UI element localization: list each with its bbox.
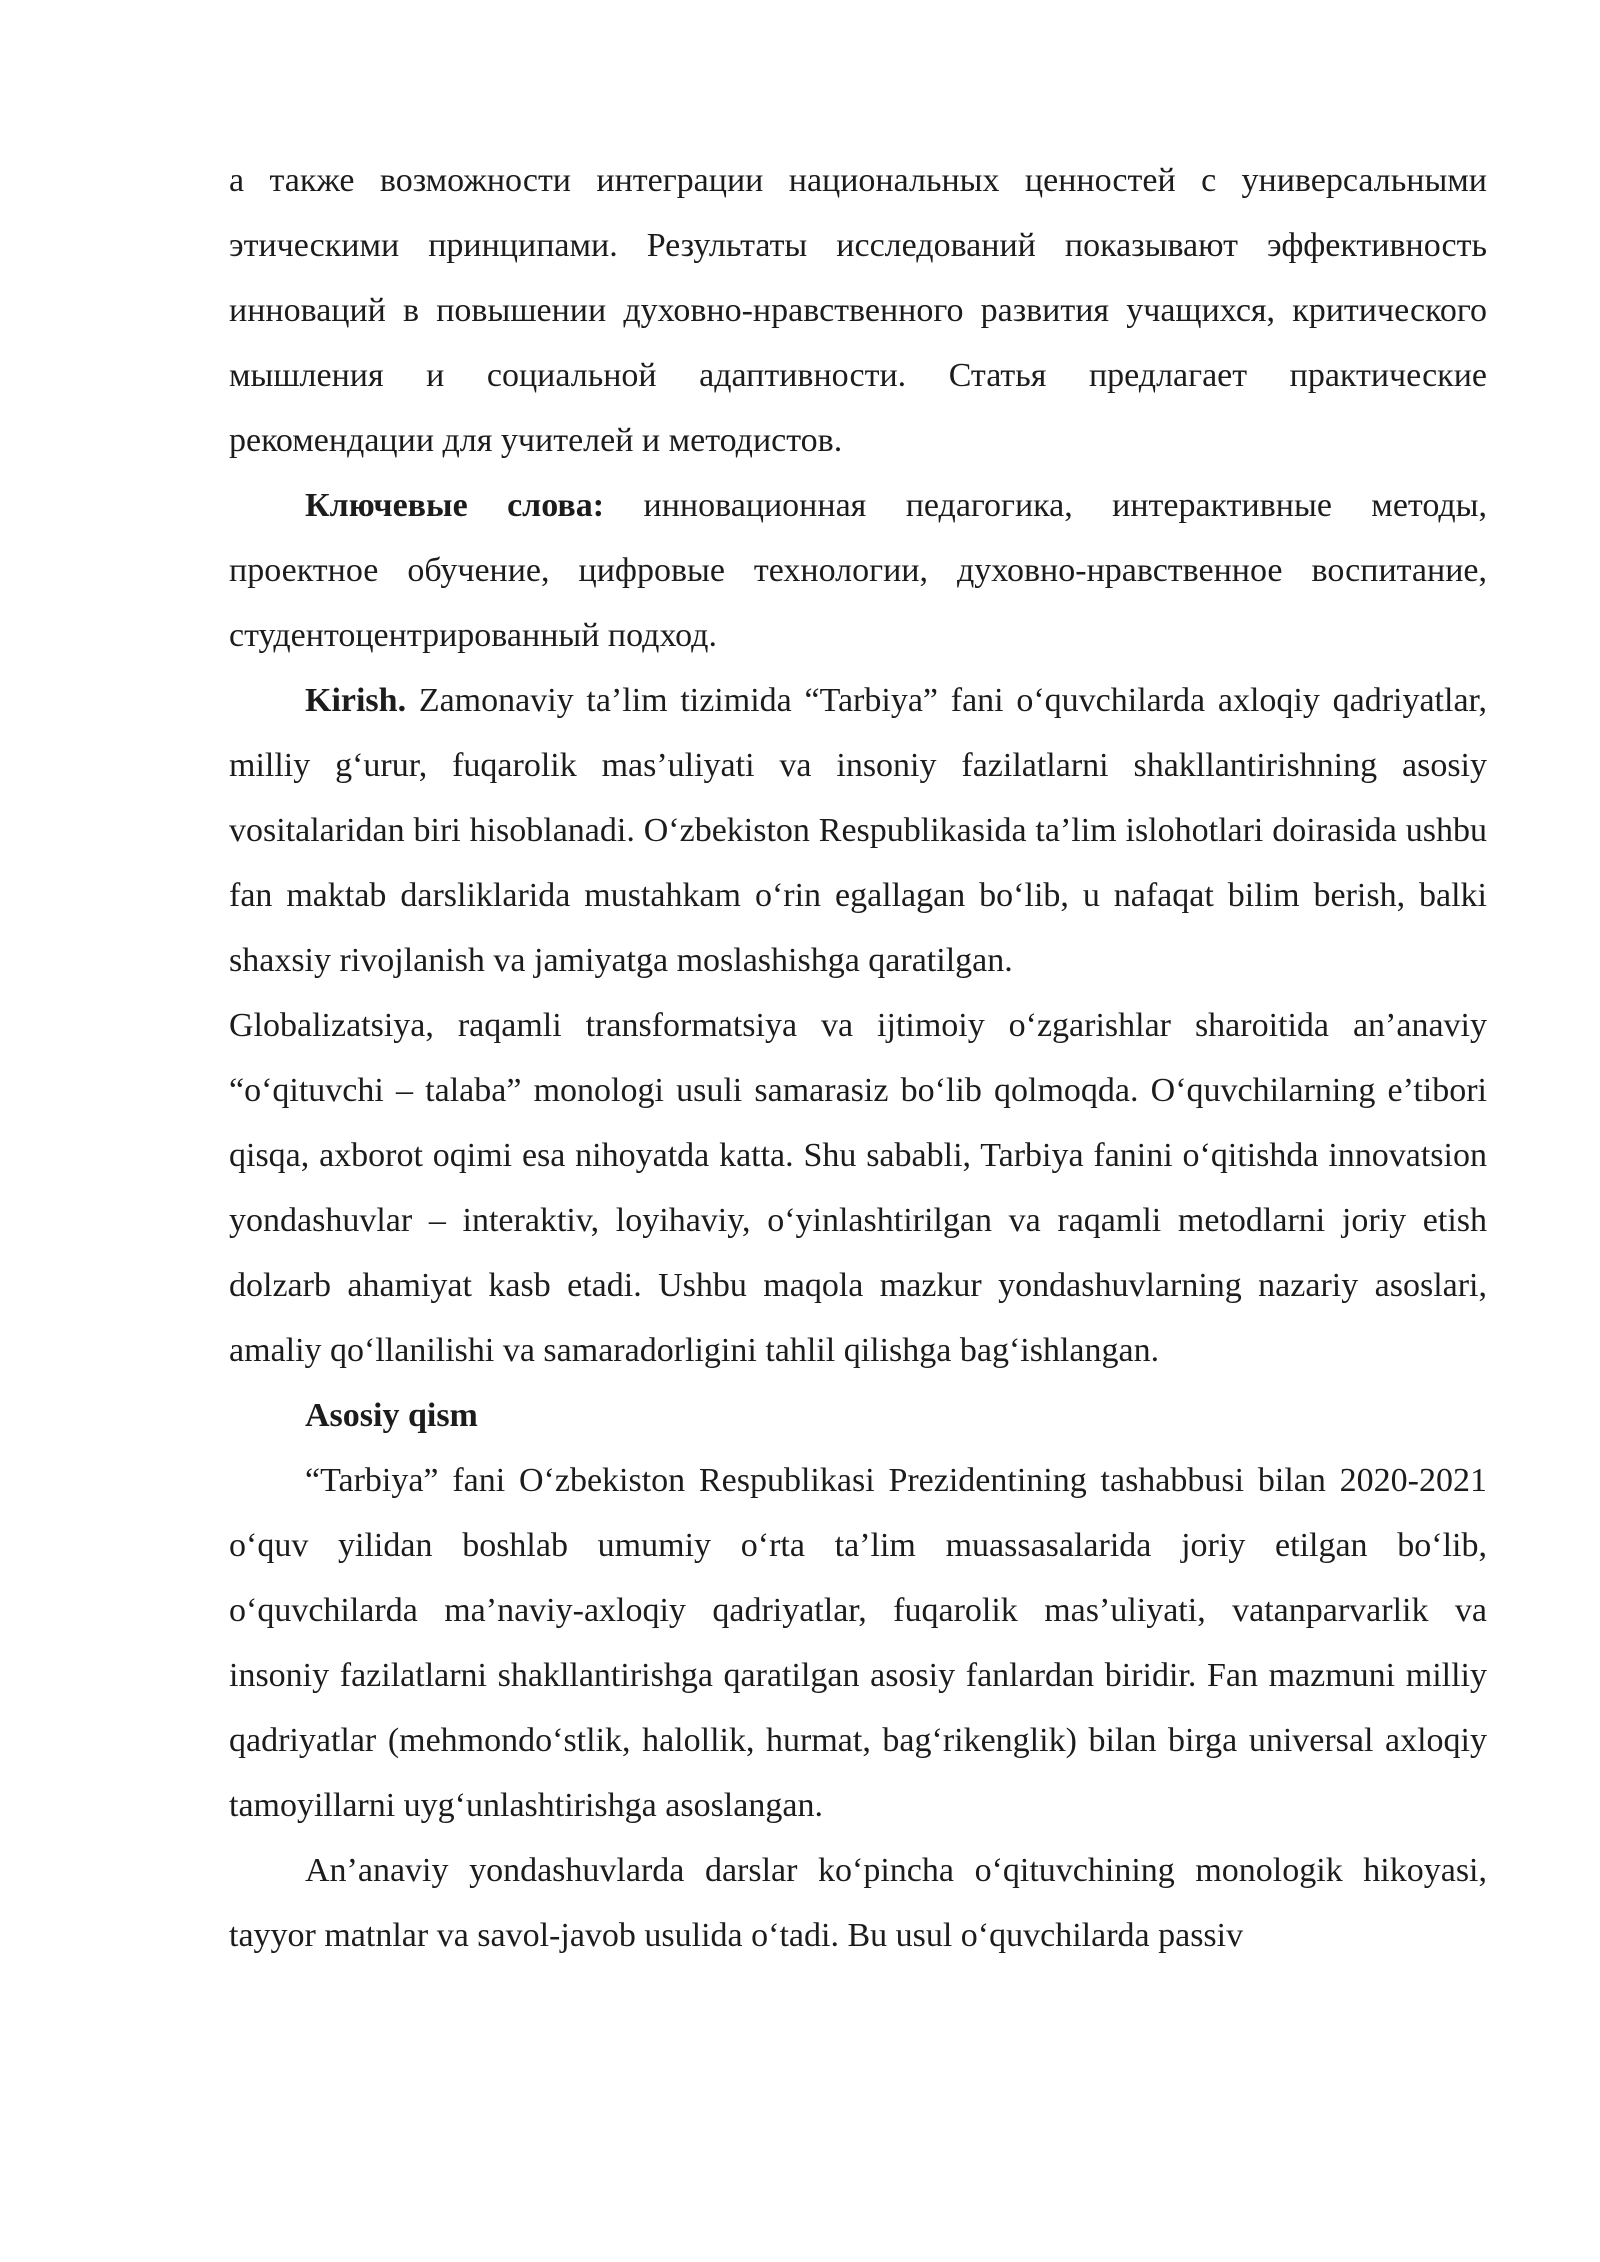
abstract-end-paragraph: а также возможности интеграции национальных ценностей с универсальными этическими принципами. Результаты исследований показывают эффективность инноваций в повышении духовно-нравственного развития учащихся, критического мышления и социальной адаптивности. Статья предлагает практические рекомендации для учителей и методистов. xyxy=(229,162,1487,459)
intro-text: Zamonaviy ta’lim tizimida “Tarbiya” fani o‘quvchilarda axloqiy qadriyatlar, milliy g‘urur, fuqarolik mas’uliyati va insoniy fazilatlarni shakllantirishning asosiy vositalaridan biri hisoblanadi. O‘zbekiston Respublikasida ta’lim islohotlari doirasida ushbu fan maktab darsliklarida mustahkam o‘rin egallagan bo‘lib, u nafaqat bilim berish, balki shaxsiy rivojlanish va jamiyatga moslashishga qaratilgan. xyxy=(229,682,1487,979)
main-paragraph-1: “Tarbiya” fani O‘zbekiston Respublikasi Prezidentining tashabbusi bilan 2020-2021 o‘quv yilidan boshlab umumiy o‘rta ta’lim muassasalarida joriy etilgan bo‘lib, o‘quvchilarda ma’naviy-axloqiy qadriyatlar, fuqarolik mas’uliyati, vatanparvarlik va insoniy fazilatlarni shakllantirishga qaratilgan asosiy fanlardan biridir. Fan mazmuni milliy qadriyatlar (mehmondo‘stlik, halollik, hurmat, bag‘rikenglik) bilan birga universal axloqiy tamoyillarni uyg‘unlashtirishga asoslangan. xyxy=(229,1462,1487,1824)
globalization-paragraph: Globalizatsiya, raqamli transformatsiya va ijtimoiy o‘zgarishlar sharoitida an’anaviy “o‘qituvchi – talaba” monologi usuli samarasiz bo‘lib qolmoqda. O‘quvchilarning e’tibori qisqa, axborot oqimi esa nihoyatda katta. Shu sababli, Tarbiya fanini o‘qitishda innovatsion yondashuvlar – interaktiv, loyihaviy, o‘yinlashtirilgan va raqamli metodlarni joriy etish dolzarb ahamiyat kasb etadi. Ushbu maqola mazkur yondashuvlarning nazariy asoslari, amaliy qo‘llanilishi va samaradorligini tahlil qilishga bag‘ishlangan. xyxy=(229,1007,1487,1369)
keywords-text: инновационная педагогика, интерактивные методы, проектное обучение, цифровые технологии, духовно-нравственное воспитание, студентоцентрированный подход. xyxy=(229,487,1487,654)
intro-label: Kirish. xyxy=(305,682,407,719)
intro-paragraph xyxy=(229,668,1487,993)
keywords-paragraph xyxy=(229,473,1487,668)
main-paragraph-2: An’anaviy yondashuvlarda darslar ko‘pincha o‘qituvchining monologik hikoyasi, tayyor matnlar va savol-javob usulida o‘tadi. Bu usul o‘quvchilarda passiv xyxy=(229,1852,1487,1954)
document-body xyxy=(229,148,1487,1968)
keywords-label: Ключевые слова: xyxy=(305,487,605,524)
main-section-heading: Asosiy qism xyxy=(305,1397,478,1434)
